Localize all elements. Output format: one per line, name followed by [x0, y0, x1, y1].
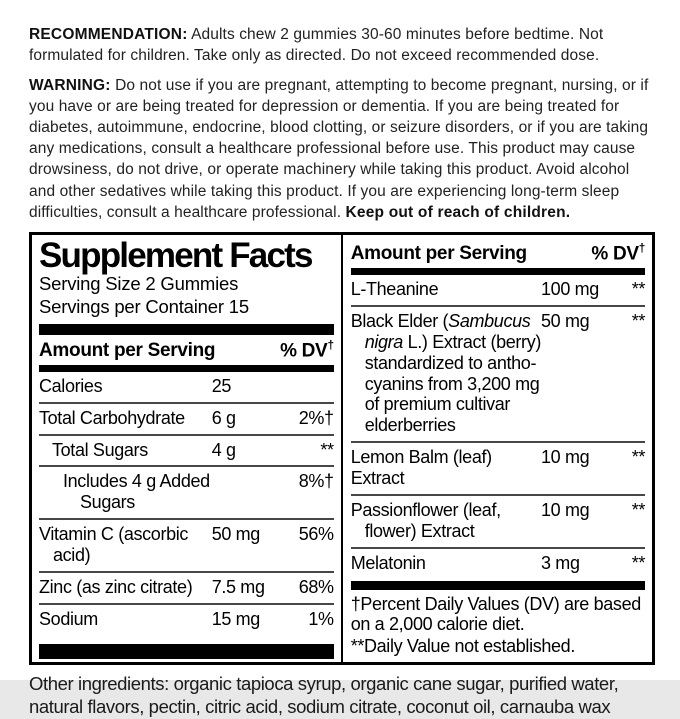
row-sodium [39, 605, 334, 635]
recommendation-paragraph [29, 24, 655, 66]
nutrient-dv: ** [631, 447, 645, 468]
nutrient-amount: 50 mg [211, 524, 260, 545]
black-elder-line5: of premium cultivar [364, 394, 511, 415]
panel-title: Supplement Facts [39, 235, 312, 275]
nutrient-name: Lemon Balm (leaf) Extract [350, 447, 492, 489]
nutrient-amount: 4 g [211, 439, 236, 460]
row-passionflower [351, 496, 645, 549]
divider-bar [39, 365, 334, 372]
nutrient-dv: 2%† [298, 407, 334, 428]
panel-right-column [343, 235, 652, 662]
recommendation-text: Adults chew 2 gummies 30-60 minutes before bedtime. Not formulated for children. Take only as directed. Do not exceed recommended dose. [29, 26, 604, 65]
nutrient-dv: ** [320, 439, 334, 460]
nutrient-name: L-Theanine [350, 279, 439, 300]
other-ingredients-text: Other ingredients: organic tapioca syrup, organic cane sugar, purified water, natural flavors, pectin, citric acid, sodium citrate, coconut oil, carnauba wax [29, 673, 619, 718]
black-elder-line6: elderberries [364, 415, 456, 436]
footnotes [351, 590, 645, 658]
nutrient-dv: 8%† [298, 471, 334, 492]
nutrient-name: Melatonin [350, 552, 426, 573]
nutrient-dv: 68% [298, 576, 334, 597]
nutrient-name [351, 311, 541, 436]
header-dv-label: % DV† [280, 338, 334, 361]
row-melatonin [351, 549, 645, 579]
divider-bar [351, 268, 645, 275]
row-total-sugars [39, 436, 334, 468]
nutrient-name: Calories [39, 375, 103, 396]
latin-name-italic: nigra [364, 331, 403, 352]
nutrient-amount: 7.5 mg [211, 576, 265, 597]
row-zinc [39, 573, 334, 605]
divider-bar [39, 644, 334, 659]
nutrient-amount: 25 [211, 375, 232, 396]
row-calories [39, 372, 334, 404]
recommendation-label: RECOMMENDATION: [29, 26, 188, 43]
header-dv-label: % DV† [591, 241, 645, 265]
divider-bar [351, 581, 645, 590]
latin-name-italic: Sambucus [448, 310, 531, 331]
warning-keep-out-text: Keep out of reach of children. [345, 203, 571, 221]
black-elder-line2: nigra L.) Extract (berry) [364, 331, 541, 352]
divider-bar [39, 324, 334, 335]
serving-size: Serving Size 2 Gummies [39, 273, 239, 295]
nutrient-name: Zinc (as zinc citrate) [39, 576, 193, 597]
nutrient-dv: 56% [298, 524, 334, 545]
top-text-block [29, 24, 655, 223]
nutrient-dv: 1% [308, 608, 334, 629]
nutrient-dv: ** [631, 499, 645, 520]
left-column-header [39, 335, 334, 365]
footnote-not-established: **Daily Value not established. [350, 635, 575, 656]
panel-left-column [32, 235, 343, 662]
right-column-header [351, 238, 645, 268]
black-elder-line3: standardized to antho- [364, 352, 537, 373]
row-l-theanine [351, 275, 645, 307]
row-lemon-balm [351, 443, 645, 496]
supplement-facts-panel [29, 232, 655, 665]
row-added-sugars [39, 467, 334, 520]
warning-label: WARNING: [29, 77, 111, 95]
nutrient-name: Total Carbohydrate [39, 407, 185, 428]
header-amount-label: Amount per Serving [350, 243, 527, 265]
nutrient-dv: ** [631, 552, 645, 573]
black-elder-line4: cyanins from 3,200 mg [364, 373, 540, 394]
nutrient-amount: 15 mg [211, 608, 260, 629]
black-elder-line1: Black Elder (Sambucus [350, 310, 531, 331]
nutrient-name: Includes 4 g Added Sugars [63, 471, 210, 513]
row-black-elder [351, 307, 645, 443]
footnote-daily-values: †Percent Daily Values (DV) are based on a 2,000 calorie diet. [350, 593, 641, 635]
servings-per-container: Servings per Container 15 [39, 295, 249, 317]
dagger-symbol: † [638, 241, 645, 255]
nutrient-dv: ** [631, 279, 645, 300]
row-vitamin-c [39, 520, 334, 573]
nutrient-name: Passionflower (leaf, flower) Extract [350, 499, 501, 541]
warning-text: Do not use if you are pregnant, attempting to become pregnant, nursing, or if you have or are being treated for depression or dementia. If you are being treated for diabetes, autoimmune, endocrine, blood clotting, or seizure disorders, or if you are taking any medications, consult a healthcare professional before use. This product may cause drowsiness, do not drive, or operate machinery while taking this product. Avoid alcohol and other sedatives while taking this product. If you are experiencing long-term sleep difficulties, consult a healthcare professional. [29, 77, 649, 221]
warning-paragraph [29, 75, 655, 223]
nutrient-amount: 10 mg [541, 499, 590, 520]
nutrient-amount: 3 mg [541, 552, 580, 573]
nutrient-dv: ** [631, 310, 645, 331]
nutrient-name: Sodium [39, 608, 98, 629]
header-amount-label: Amount per Serving [39, 339, 216, 361]
nutrient-amount: 10 mg [541, 447, 590, 468]
nutrient-name: Vitamin C (ascorbic acid) [39, 524, 189, 566]
nutrient-amount: 100 mg [541, 279, 599, 300]
row-total-carbohydrate [39, 404, 334, 436]
nutrient-amount: 6 g [211, 407, 236, 428]
dagger-symbol: † [327, 338, 334, 352]
nutrient-name: Total Sugars [52, 439, 148, 460]
nutrient-amount: 50 mg [541, 310, 590, 331]
